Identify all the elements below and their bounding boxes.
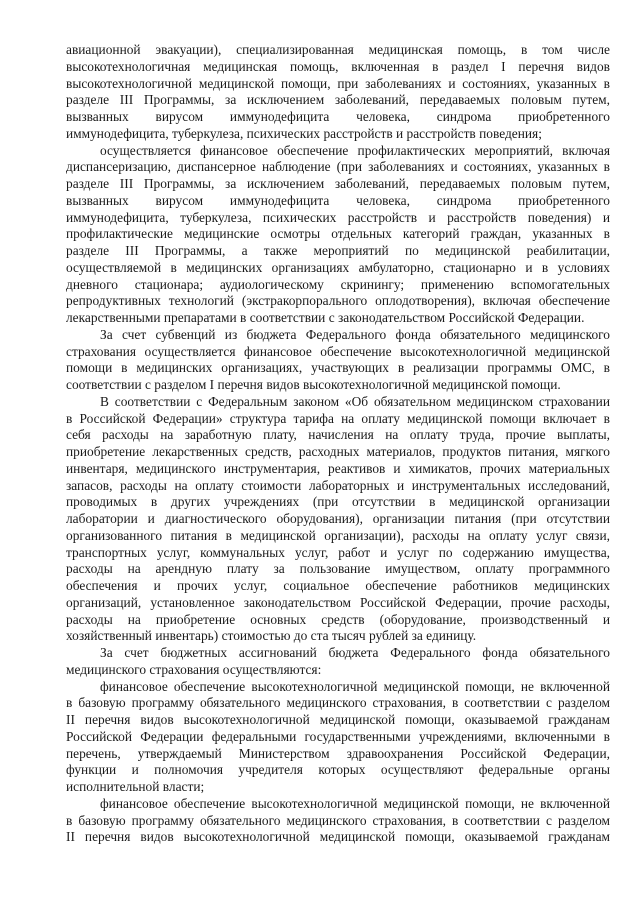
text-line: расходы на арендную плату за пользование имуществом, оплату программного (66, 561, 610, 577)
text-line: финансовое обеспечение высокотехнологичной медицинской помощи, не включенной (100, 678, 610, 694)
text-line: диспансеризацию, диспансерное наблюдение (при заболеваниях и состояниях, указанных в (66, 159, 610, 175)
text-line: лаборатории и диагностического оборудования), организации питания (при отсутствии (66, 511, 610, 526)
text-line: перечень, утверждаемый Министерством здравоохранения Российской Федерации, (66, 745, 610, 761)
text-line: За счет субвенций из бюджета Федерального фонда обязательного медицинского (100, 326, 610, 342)
text-line: инвентаря, медицинского инструментария, реактивов и химикатов, прочих материальных (66, 460, 610, 476)
text-line: в Российской Федерации» структура тарифа на оплату медицинской помощи включает в (66, 410, 610, 426)
text-line: медицинского страхования осуществляются: (66, 661, 322, 677)
text-line: организованного питания в медицинской организации), расходы на оплату услуг связи, (66, 527, 610, 543)
text-line: профилактические медицинские осмотры отдельных категорий граждан, указанных в (66, 226, 610, 242)
text-line: осуществляется финансовое обеспечение профилактических мероприятий, включая (100, 142, 610, 158)
text-line: репродуктивных технологий (экстракорпорального оплодотворения), включая обеспечение (66, 293, 610, 309)
text-line: II перечня видов высокотехнологичной медицинской помощи, оказываемой гражданам (66, 829, 610, 845)
document-page (66, 42, 610, 846)
text-line: помощи в медицинских организациях, участвующих в реализации программы ОМС, в (66, 360, 610, 376)
text-line: себя расходы на заработную плату, начисления на оплату труда, прочие выплаты, (66, 427, 610, 443)
text-line: организаций, установленное законодательством Российской Федерации, прочие расходы, (66, 594, 610, 610)
text-line: В соответствии с Федеральным законом «Об обязательном медицинском страховании (100, 393, 610, 409)
text-line: обеспечения и прочих услуг, социальное обеспечение работников медицинских (66, 578, 610, 593)
text-line: исполнительной власти; (66, 779, 205, 794)
text-line: II перечня видов высокотехнологичной медицинской помощи, оказываемой гражданам (66, 712, 610, 727)
text-line: в базовую программу обязательного медицинского страхования, в соответствии с разделом (66, 695, 610, 711)
text-line: хозяйственный инвентарь) стоимостью до ста тысяч рублей за единицу. (66, 628, 477, 644)
text-line: транспортных услуг, коммунальных услуг, работ и услуг по содержанию имущества, (66, 544, 610, 560)
text-line: За счет бюджетных ассигнований бюджета Федерального фонда обязательного (100, 645, 610, 660)
text-line: функции и полномочия учредителя которых осуществляют федеральные органы (66, 762, 610, 778)
text-line: разделе III Программы, за исключением заболеваний, передаваемых половым путем, (66, 92, 610, 108)
text-line: вызванных вирусом иммунодефицита человека, синдрома приобретенного (66, 192, 610, 208)
text-line: расходы на приобретение основных средств (оборудование, производственный и (66, 611, 610, 627)
text-line: соответствии с разделом I перечня видов высокотехнологичной медицинской помощи. (66, 377, 561, 392)
text-line: проводимых в других учреждениях (при отсутствии в медицинской организации (66, 494, 610, 510)
text-line: высокотехнологичной медицинской помощи, при заболеваниях и состояниях, указанных в (66, 75, 610, 91)
text-line: финансовое обеспечение высокотехнологичной медицинской помощи, не включенной (100, 795, 610, 811)
text-line: дневного стационара; аудиологическому скринингу; применению вспомогательных (66, 276, 610, 292)
text-line: осуществляемой в медицинских организациях амбулаторно, стационарно и в условиях (66, 259, 610, 275)
text-line: иммунодефицита, туберкулеза, психических расстройств и расстройств поведения) и (66, 209, 610, 225)
text-line: запасов, расходы на оплату стоимости лабораторных и инструментальных исследований, (66, 477, 610, 493)
text-line: лекарственными препаратами в соответствии с законодательством Российской Федерации. (66, 310, 585, 325)
text-line: иммунодефицита, туберкулеза, психических расстройств и расстройств поведения; (66, 125, 542, 141)
text-line: разделе III Программы, за исключением заболеваний, передаваемых половым путем, (66, 176, 610, 191)
text-line: разделе III Программы, а также мероприятий по медицинской реабилитации, (66, 243, 610, 258)
text-line: высокотехнологичная медицинская помощь, включенная в раздел I перечня видов (66, 58, 610, 74)
text-line: Российской Федерации федеральными государственными учреждениями, включенными в (66, 728, 610, 744)
text-line: приобретение лекарственных средств, расходных материалов, продуктов питания, мягкого (66, 444, 610, 459)
text-line: авиационной эвакуации), специализированная медицинская помощь, в том числе (66, 42, 610, 57)
text-line: вызванных вирусом иммунодефицита человека, синдрома приобретенного (66, 109, 610, 124)
text-line: в базовую программу обязательного медицинского страхования, в соответствии с разделом (66, 812, 610, 828)
text-line: страхования осуществляется финансовое обеспечение высокотехнологичной медицинской (66, 343, 610, 359)
